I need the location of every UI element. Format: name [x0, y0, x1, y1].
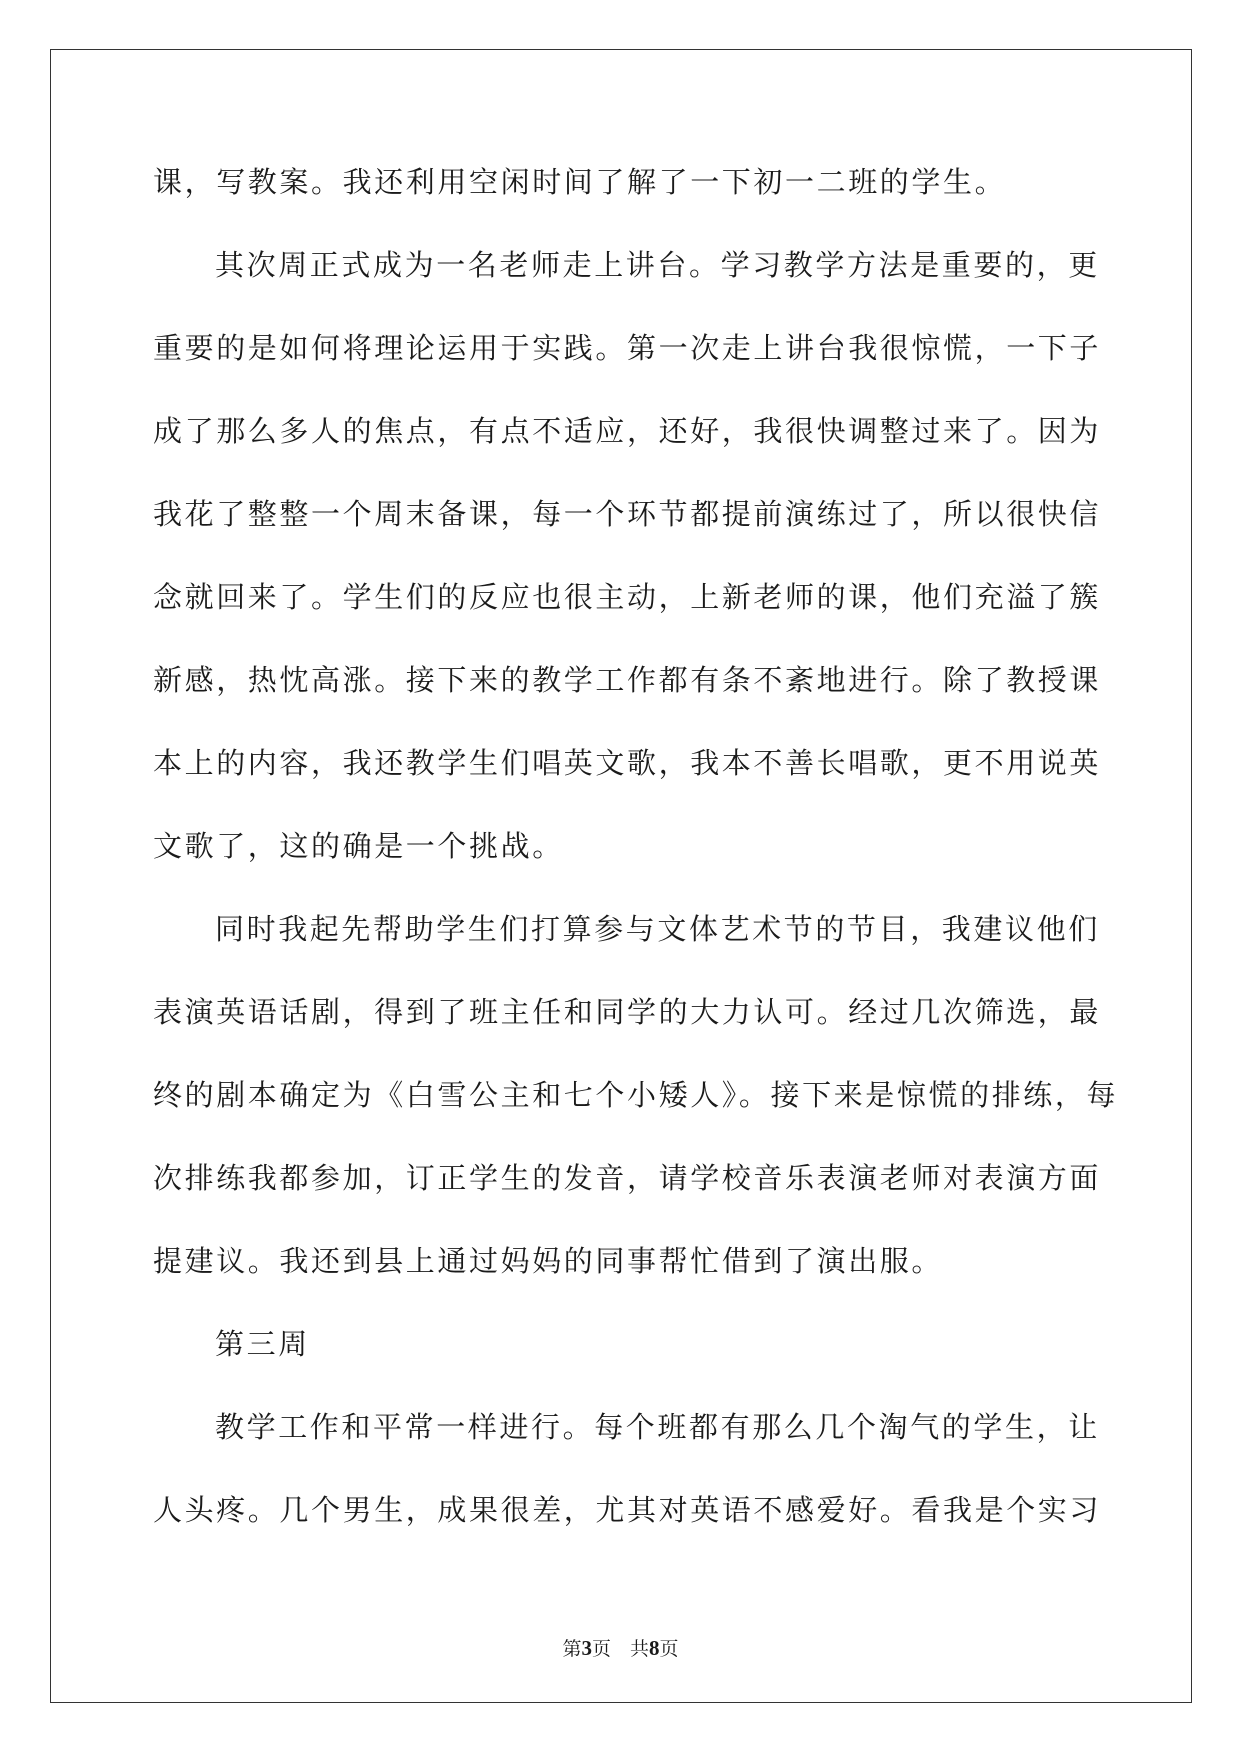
paragraph — [153, 912, 1119, 1327]
text-line: 课，写教案。我还利用空闲时间了解了一下初一二班的学生。 — [153, 165, 1007, 199]
text-line: 教学工作和平常一样进行。每个班都有那么几个淘气的学生，让 — [215, 1410, 1100, 1444]
text-line: 其次周正式成为一名老师走上讲台。学习教学方法是重要的，更 — [215, 248, 1100, 282]
text-line: 人头疼。几个男生，成果很差，尤其对英语不感爱好。看我是个实习 — [153, 1493, 1102, 1527]
footer-suffix: 页 — [659, 1638, 679, 1660]
document-body — [153, 165, 1119, 1576]
footer-middle: 页 共 — [591, 1638, 649, 1660]
text-line: 新感，热忱高涨。接下来的教学工作都有条不紊地进行。除了教授课 — [153, 663, 1102, 697]
text-line: 同时我起先帮助学生们打算参与文体艺术节的节目，我建议他们 — [215, 912, 1100, 946]
text-line: 成了那么多人的焦点，有点不适应，还好，我很快调整过来了。因为 — [153, 414, 1102, 448]
total-pages-number: 8 — [649, 1636, 660, 1660]
text-line: 第三周 — [215, 1327, 310, 1361]
text-line: 念就回来了。学生们的反应也很主动，上新老师的课，他们充溢了簇 — [153, 580, 1102, 614]
text-line: 文歌了，这的确是一个挑战。 — [153, 829, 564, 863]
paragraph — [153, 1410, 1102, 1576]
paragraph — [153, 248, 1102, 912]
footer-prefix: 第 — [562, 1638, 582, 1660]
text-line: 次排练我都参加，订正学生的发音，请学校音乐表演老师对表演方面 — [153, 1161, 1102, 1195]
text-line: 提建议。我还到县上通过妈妈的同事帮忙借到了演出服。 — [153, 1244, 944, 1278]
text-line: 终的剧本确定为《白雪公主和七个小矮人》。接下来是惊慌的排练，每 — [153, 1078, 1119, 1112]
text-line: 重要的是如何将理论运用于实践。第一次走上讲台我很惊慌，一下子 — [153, 331, 1102, 365]
text-line: 我花了整整一个周末备课，每一个环节都提前演练过了，所以很快信 — [153, 497, 1102, 531]
text-line: 表演英语话剧，得到了班主任和同学的大力认可。经过几次筛选，最 — [153, 995, 1102, 1029]
current-page-number: 3 — [581, 1636, 592, 1660]
text-line: 本上的内容，我还教学生们唱英文歌，我本不善长唱歌，更不用说英 — [153, 746, 1102, 780]
page-footer — [0, 1634, 1241, 1661]
